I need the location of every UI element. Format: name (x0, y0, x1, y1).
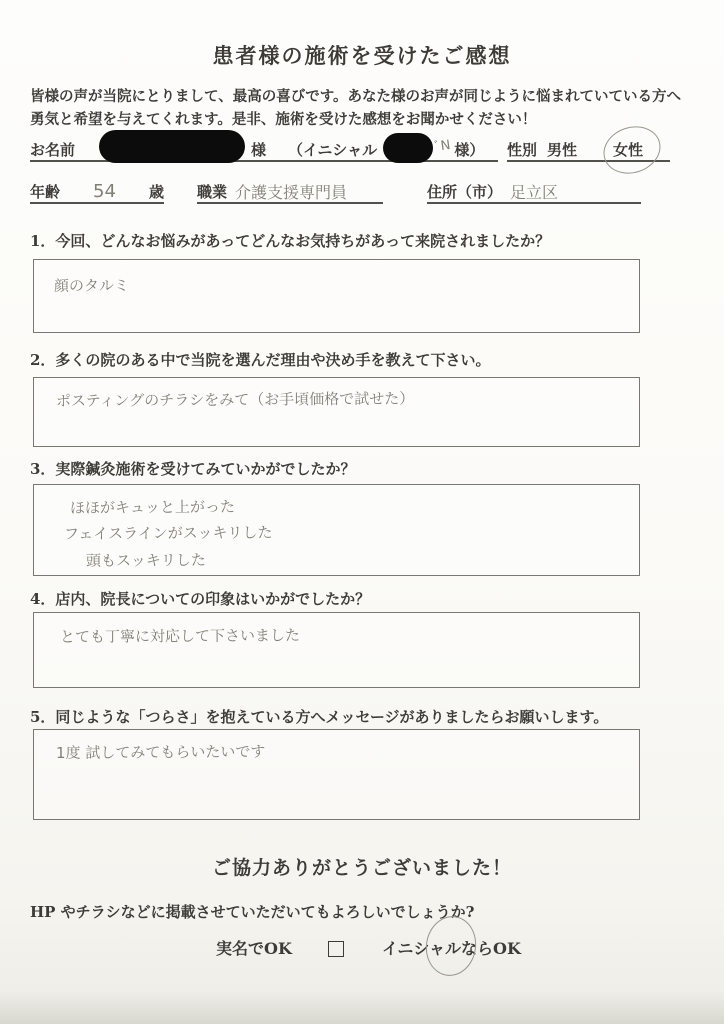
handwritten-initial-mark: ﾞN (433, 137, 452, 156)
gender-row (507, 130, 670, 162)
address-label: 住所（市） (427, 183, 503, 201)
question-5-label: 5．同じような「つらさ」を抱えている方へメッセージがありましたらお願いします。 (30, 708, 609, 726)
thanks-message: ご協力ありがとうございました！ (211, 857, 512, 879)
name-label: お名前 (30, 141, 76, 159)
answer-line: ほほがキュッと上がった (69, 497, 236, 517)
age-unit: 歳 (148, 183, 164, 201)
age-label: 年齢 (30, 183, 61, 201)
name-row (30, 130, 498, 162)
question-1-label: 1．今回、どんなお悩みがあってどんなお気持ちがあって来院されましたか？ (30, 232, 551, 250)
redacted-initial-block (383, 133, 433, 163)
question-4-answer-box (33, 612, 640, 688)
intro-line-2: 勇気と希望を与えてくれます。是非、施術を受けた感想をお聞かせください！ (30, 111, 537, 129)
address-value-handwritten: 足立区 (510, 183, 559, 202)
publish-permission-question: HP やチラシなどに掲載させていただいてもよろしいでしょうか? (30, 903, 475, 921)
address-row (427, 174, 641, 204)
intro-text (30, 85, 706, 131)
initial-label: （イニシャル (288, 141, 378, 159)
page-title: 患者様の施術を受けたご感想 (212, 43, 512, 68)
question-5-answer-box (33, 729, 640, 820)
answer-line: 頭もスッキリした (85, 550, 206, 570)
occupation-row (197, 174, 383, 204)
question-3-answer-box (33, 484, 640, 576)
question-3-label: 3．実際鍼灸施術を受けてみていかがでしたか？ (30, 460, 356, 478)
consent-checkbox (328, 941, 344, 957)
answer-line: 1度 試してみてもらいたいです (55, 742, 266, 762)
question-2-label: 2．多くの院のある中で当院を選んだ理由や決め手を教えて下さい。 (30, 351, 491, 369)
answer-line: ポスティングのチラシをみて（お手頃価格で試せた） (55, 389, 415, 410)
occupation-value-handwritten: 介護支援専門員 (235, 183, 348, 202)
gender-option-female: 女性 (613, 139, 643, 160)
consent-option-realname: 実名でOK (216, 939, 292, 958)
gender-label: 性別 (507, 141, 538, 159)
age-value-handwritten: 54 (93, 181, 116, 202)
gender-option-male: 男性 (547, 141, 578, 159)
answer-line: 顔のタルミ (53, 276, 130, 296)
question-2-answer-box (33, 377, 640, 447)
question-4-label: 4．店内、院長についての印象はいかがでしたか？ (30, 590, 371, 608)
question-1-answer-box (33, 259, 640, 333)
consent-option-initial: イニシャルならOK (382, 936, 521, 959)
initial-close-label: 様） (454, 141, 485, 159)
occupation-label: 職業 (197, 183, 228, 201)
intro-line-1: 皆様の声が当院にとりまして、最高の喜びです。あなた様のお声が同じように悩まれていている方へ (30, 88, 682, 105)
answer-line: とても丁寧に対応して下さいました (59, 626, 301, 646)
answer-line: フェイスラインがスッキリした (63, 523, 273, 544)
age-row (30, 174, 164, 204)
redacted-name-block (99, 130, 245, 163)
name-honorific: 様 (251, 141, 267, 159)
